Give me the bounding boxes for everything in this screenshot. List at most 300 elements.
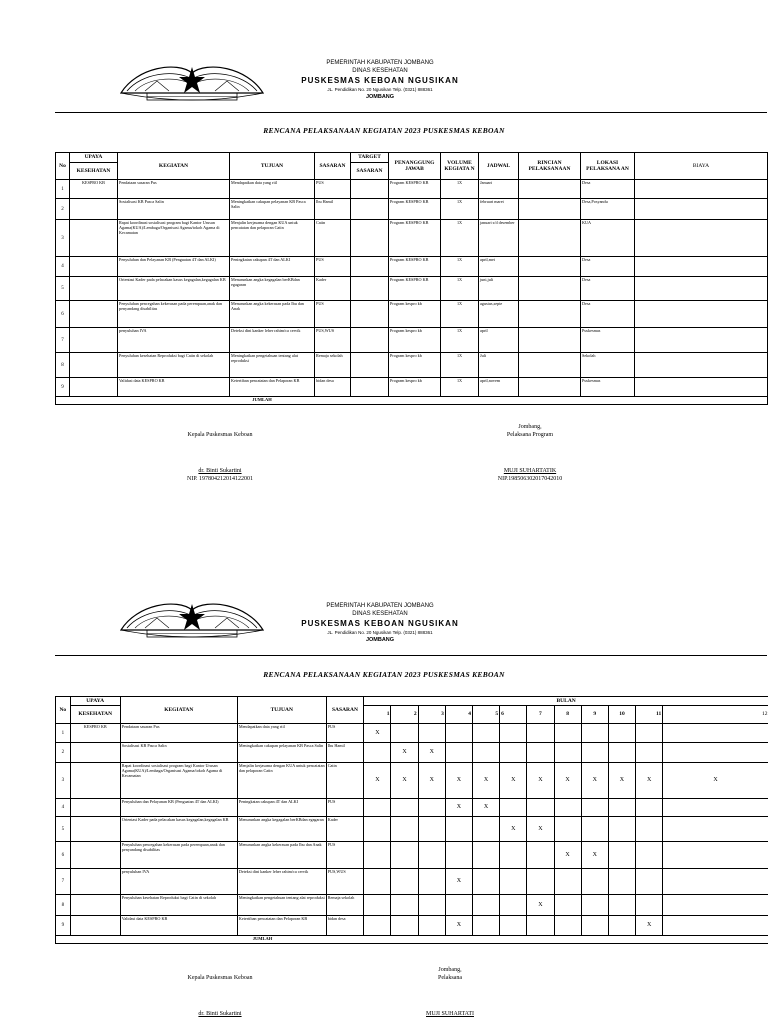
month-mark: [581, 869, 608, 895]
head-name: dr. Binti Sukartini: [198, 468, 242, 474]
month-mark: [636, 724, 663, 743]
signature-right: [380, 966, 520, 1018]
month-mark: [636, 869, 663, 895]
month-mark: [364, 743, 391, 763]
row-sasaran: Kader: [315, 277, 351, 301]
month-mark: [554, 799, 581, 817]
month-mark: [663, 869, 768, 895]
month-mark: [554, 724, 581, 743]
sign-place: Jombang,: [438, 967, 462, 973]
month-header: 1: [364, 706, 391, 724]
month-mark: X: [391, 743, 418, 763]
row-biaya: [635, 257, 768, 277]
row-sasaran: Ibu Hamil: [315, 199, 351, 220]
row-kegiatan: Penyuluhan dan Pelayanan KB (Penguatan 4T dan ALKI): [120, 799, 237, 817]
month-mark: [500, 743, 527, 763]
month-mark: [500, 916, 527, 936]
month-mark: [554, 817, 581, 842]
head-name: dr. Binti Sukartini: [198, 1011, 242, 1017]
month-mark: X: [445, 763, 472, 799]
row-no: 2: [56, 743, 71, 763]
month-mark: [473, 724, 500, 743]
month-mark: X: [608, 763, 635, 799]
row-upaya: [70, 277, 118, 301]
row-rincian: [519, 277, 581, 301]
table-row: [56, 869, 768, 895]
month-mark: [527, 916, 554, 936]
row-jadwal: januari s/d desember: [479, 220, 519, 257]
row-tujuan: Menurunkan angka kekerasan pada Ibu dan Anak: [230, 301, 315, 328]
row-biaya: [635, 328, 768, 353]
row-biaya: [635, 199, 768, 220]
month-mark: [527, 842, 554, 869]
month-mark: X: [581, 763, 608, 799]
row-kegiatan: Orientasi Kader pada pelacakan kasus kegagalan,kegagalan KB: [118, 277, 230, 301]
executor-name: MUJI SUHARTATIK: [503, 468, 557, 474]
row-rincian: [519, 199, 581, 220]
month-mark: [663, 817, 768, 842]
row-target: [351, 353, 389, 378]
row-no: 8: [56, 353, 70, 378]
row-sasaran: bidan desa: [326, 916, 364, 936]
row-kegiatan: Penyuluhan kesehatan Reproduksi bagi Catin di sekolah: [120, 895, 237, 916]
col-upaya: UPAYA: [70, 697, 120, 706]
row-tujuan: Peningkatan cakupan 4T dan ALKI: [237, 799, 326, 817]
row-jadwal: februari maret: [479, 199, 519, 220]
month-header: 2: [391, 706, 418, 724]
letterhead-address: JL. Pendidikan No. 20 Ngusikan Telp. (0321) 888361: [327, 87, 433, 92]
row-target: [351, 180, 389, 199]
month-mark: X: [527, 763, 554, 799]
row-no: 3: [56, 763, 71, 799]
month-mark: [554, 895, 581, 916]
month-mark: [636, 743, 663, 763]
month-mark: X: [500, 763, 527, 799]
row-sasaran: Kader: [326, 817, 364, 842]
row-no: 9: [56, 378, 70, 397]
row-penanggung-jawab: Program KESPRO KB: [389, 180, 441, 199]
col-upaya: UPAYA: [70, 153, 118, 163]
row-tujuan: Deteksi dini kanker leher rahim/ca cervik: [230, 328, 315, 353]
executor-name: MUJI SUHARTATI: [426, 1011, 474, 1017]
row-target: [351, 301, 389, 328]
letterhead-address: JL. Pendidikan No. 20 Ngusikan Telp. (0321) 888361: [327, 630, 433, 635]
row-biaya: [635, 180, 768, 199]
month-mark: [473, 817, 500, 842]
executor-title: Pelaksana Program: [506, 432, 554, 438]
letterhead-institution: PUSKESMAS KEBOAN NGUSIKAN: [301, 76, 459, 85]
row-volume: 1X: [441, 378, 479, 397]
row-biaya: [635, 378, 768, 397]
month-mark: X: [364, 724, 391, 743]
row-volume: 1X: [441, 257, 479, 277]
month-mark: [391, 916, 418, 936]
row-rincian: [519, 220, 581, 257]
row-tujuan: Menurunkan angka kegagalan berKBdan egagaran: [230, 277, 315, 301]
row-biaya: [635, 301, 768, 328]
row-upaya: [70, 763, 120, 799]
table-row: [56, 328, 768, 353]
row-biaya: [635, 277, 768, 301]
row-biaya: [635, 353, 768, 378]
row-no: 6: [56, 301, 70, 328]
month-mark: X: [636, 916, 663, 936]
head-title: Kepala Puskesmas Keboan: [187, 975, 253, 981]
row-kegiatan: Sosialisasi KB Pasca Salin: [120, 743, 237, 763]
schedule-table: [55, 696, 768, 944]
row-sasaran: Remaja sekolah: [326, 895, 364, 916]
row-tujuan: Ketertiban pencatatan dan Pelaporan KB: [237, 916, 326, 936]
row-tujuan: Menjalin kerjasama dengan KUA untuk pencatatan dan pelaporan Catin: [237, 763, 326, 799]
month-mark: [608, 724, 635, 743]
letterhead-rule: [55, 112, 767, 113]
month-mark: [581, 724, 608, 743]
month-mark: [608, 817, 635, 842]
month-mark: X: [445, 799, 472, 817]
letterhead-department: DINAS KESEHATAN: [352, 68, 408, 74]
month-mark: [527, 869, 554, 895]
col-target-sub: SASARAN: [351, 163, 389, 180]
table-row: [56, 199, 768, 220]
row-tujuan: Mendapatkan data yang riil: [230, 180, 315, 199]
month-header: 3: [418, 706, 445, 724]
table-row: [56, 763, 768, 799]
row-upaya: [70, 799, 120, 817]
month-mark: [500, 869, 527, 895]
row-jadwal: Januari: [479, 180, 519, 199]
col-tujuan: TUJUAN: [237, 697, 326, 724]
month-mark: [663, 743, 768, 763]
month-mark: [581, 916, 608, 936]
table-row: [56, 220, 768, 257]
letterhead: [230, 59, 530, 101]
row-sasaran: Catin: [326, 763, 364, 799]
month-mark: [445, 895, 472, 916]
month-mark: [554, 743, 581, 763]
month-mark: X: [554, 763, 581, 799]
row-penanggung-jawab: Program KESPRO KB: [389, 257, 441, 277]
row-upaya: [70, 743, 120, 763]
month-header: 9: [581, 706, 608, 724]
row-volume: 1X: [441, 301, 479, 328]
row-kegiatan: Validasi data KESPRO KB: [118, 378, 230, 397]
month-mark: [473, 743, 500, 763]
row-kegiatan: Pendataan sasaran Pus: [120, 724, 237, 743]
col-target: TARGET: [351, 153, 389, 163]
row-penanggung-jawab: Program KESPRO KB: [389, 199, 441, 220]
row-no: 5: [56, 817, 71, 842]
row-no: 6: [56, 842, 71, 869]
month-header: 6: [500, 706, 527, 724]
row-tujuan: Menurunkan angka kekerasan pada Ibu dan Anak: [237, 842, 326, 869]
row-no: 5: [56, 277, 70, 301]
col-rincian: RINCIAN PELAKSANAAN: [519, 153, 581, 180]
month-mark: [636, 842, 663, 869]
row-sasaran: PUS: [315, 180, 351, 199]
row-lokasi: Desa: [581, 257, 635, 277]
month-mark: [636, 895, 663, 916]
letterhead-institution: PUSKESMAS KEBOAN NGUSIKAN: [301, 619, 459, 628]
row-target: [351, 378, 389, 397]
month-mark: [608, 916, 635, 936]
row-kegiatan: Rapat koordinasi sosialisasi program bagi Kantor Urusan Agama(KUA)/Lembaga/Organisasi Agama/tokoh Agama di Kecamatan: [118, 220, 230, 257]
table-row: [56, 799, 768, 817]
month-mark: [554, 869, 581, 895]
month-mark: X: [364, 763, 391, 799]
row-biaya: [635, 220, 768, 257]
row-penanggung-jawab: Program kespro kb: [389, 378, 441, 397]
month-mark: [391, 724, 418, 743]
month-mark: [527, 724, 554, 743]
month-mark: [391, 869, 418, 895]
row-volume: 1X: [441, 277, 479, 301]
col-kegiatan: KEGIATAN: [118, 153, 230, 180]
row-lokasi: Puskesmas: [581, 378, 635, 397]
month-mark: [554, 916, 581, 936]
row-volume: 1X: [441, 199, 479, 220]
row-no: 4: [56, 799, 71, 817]
month-mark: [364, 799, 391, 817]
month-header: 8: [554, 706, 581, 724]
row-no: 2: [56, 199, 70, 220]
jumlah-row: [56, 936, 768, 944]
row-no: 3: [56, 220, 70, 257]
head-nip: NIP. 197804212014122001: [186, 476, 253, 482]
col-tujuan: TUJUAN: [230, 153, 315, 180]
month-mark: [608, 799, 635, 817]
month-mark: [581, 799, 608, 817]
row-upaya: KESPRO KB: [70, 180, 118, 199]
month-mark: [391, 817, 418, 842]
row-upaya: [70, 353, 118, 378]
row-tujuan: Meningkatkan pengetahuan tentang alat reproduksi: [237, 895, 326, 916]
row-upaya: [70, 378, 118, 397]
month-mark: [418, 916, 445, 936]
row-jadwal: agustus,septe: [479, 301, 519, 328]
month-mark: [445, 842, 472, 869]
row-volume: 1X: [441, 180, 479, 199]
month-mark: [581, 895, 608, 916]
month-mark: X: [445, 869, 472, 895]
row-upaya: [70, 895, 120, 916]
month-mark: [581, 817, 608, 842]
row-kegiatan: Orientasi Kader pada pelacakan kasus kegagalan,kegagalan KB: [120, 817, 237, 842]
month-mark: X: [500, 817, 527, 842]
row-sasaran: Remaja sekolah: [315, 353, 351, 378]
jumlah-label: JUMLAH: [56, 936, 768, 944]
row-tujuan: Deteksi dini kanker leher rahim/ca cervik: [237, 869, 326, 895]
table-row: [56, 301, 768, 328]
row-no: 4: [56, 257, 70, 277]
row-sasaran: PUS: [326, 724, 364, 743]
row-no: 9: [56, 916, 71, 936]
month-header: 11: [636, 706, 663, 724]
head-title: Kepala Puskesmas Keboan: [187, 432, 253, 438]
row-sasaran: PUS,WUS: [315, 328, 351, 353]
month-header: 10: [608, 706, 635, 724]
row-jadwal: april,mei: [479, 257, 519, 277]
month-mark: [473, 895, 500, 916]
month-mark: [663, 799, 768, 817]
table-row: [56, 724, 768, 743]
month-header: 4: [445, 706, 472, 724]
executor-title: Pelaksana: [438, 975, 462, 981]
month-mark: [608, 842, 635, 869]
row-lokasi: Desa: [581, 301, 635, 328]
row-kegiatan: Validasi data KESPRO KB: [120, 916, 237, 936]
col-no: No: [56, 153, 70, 180]
month-header: 5: [473, 706, 500, 724]
table-row: [56, 378, 768, 397]
letterhead-department: DINAS KESEHATAN: [352, 611, 408, 617]
row-target: [351, 199, 389, 220]
jumlah-label: JUMLAH: [56, 397, 768, 405]
row-kegiatan: penyuluhan IVA: [120, 869, 237, 895]
month-mark: [445, 724, 472, 743]
row-rincian: [519, 328, 581, 353]
row-no: 7: [56, 869, 71, 895]
row-penanggung-jawab: Program KESPRO KB: [389, 277, 441, 301]
document-title: RENCANA PELAKSANAAN KEGIATAN 2023 PUSKESMAS KEBOAN: [263, 126, 505, 135]
month-mark: X: [473, 799, 500, 817]
row-sasaran: PUS: [326, 799, 364, 817]
col-volume: VOLUME KEGIATA N: [441, 153, 479, 180]
document-title: RENCANA PELAKSANAAN KEGIATAN 2023 PUSKESMAS KEBOAN: [263, 670, 505, 679]
month-mark: [418, 842, 445, 869]
row-jadwal: april: [479, 328, 519, 353]
row-sasaran: PUS,WUS: [326, 869, 364, 895]
month-mark: [581, 743, 608, 763]
row-kegiatan: Sosialisasi KB Pasca Salin: [118, 199, 230, 220]
month-mark: [391, 799, 418, 817]
signature-left: [150, 974, 290, 1018]
row-volume: 1X: [441, 353, 479, 378]
month-mark: [473, 842, 500, 869]
row-jadwal: juni,juli: [479, 277, 519, 301]
month-mark: [500, 895, 527, 916]
month-mark: [500, 842, 527, 869]
table-row: [56, 743, 768, 763]
month-mark: X: [636, 763, 663, 799]
table-row: [56, 277, 768, 301]
month-mark: [364, 916, 391, 936]
letterhead-rule: [55, 655, 767, 656]
month-mark: [663, 916, 768, 936]
col-jadwal: JADWAL: [479, 153, 519, 180]
row-lokasi: Desa,Posyandu: [581, 199, 635, 220]
row-no: 1: [56, 180, 70, 199]
month-mark: X: [554, 842, 581, 869]
row-target: [351, 277, 389, 301]
letterhead-city: JOMBANG: [365, 637, 395, 643]
col-penanggung-jawab: PENANGGUNG JAWAB: [389, 153, 441, 180]
row-kegiatan: Rapat koordinasi sosialisasi program bagi Kantor Urusan Agama(KUA)/Lembaga/Organisasi Agama/tokoh Agama di Kecamatan: [120, 763, 237, 799]
row-rincian: [519, 180, 581, 199]
row-sasaran: bidan desa: [315, 378, 351, 397]
month-header: 12: [762, 711, 768, 718]
row-lokasi: Sekolah: [581, 353, 635, 378]
col-upaya-sub: KESEHATAN: [70, 163, 118, 180]
table-row: [56, 817, 768, 842]
table-row: [56, 916, 768, 936]
sign-place: Jombang,: [518, 424, 542, 430]
letterhead: [230, 602, 530, 644]
month-mark: [663, 724, 768, 743]
row-upaya: [70, 328, 118, 353]
month-mark: [418, 817, 445, 842]
month-mark: [527, 799, 554, 817]
row-rincian: [519, 257, 581, 277]
row-sasaran: PUS: [326, 842, 364, 869]
row-upaya: [70, 199, 118, 220]
month-mark: [418, 869, 445, 895]
month-mark: [636, 817, 663, 842]
month-mark: [608, 743, 635, 763]
row-sasaran: Ibu Hamil: [326, 743, 364, 763]
col-sasaran: SASARAN: [315, 153, 351, 180]
month-header: 7: [527, 706, 554, 724]
col-kegiatan: KEGIATAN: [120, 697, 237, 724]
month-mark: [418, 724, 445, 743]
table-row: [56, 257, 768, 277]
col-lokasi: LOKASI PELAKSANA AN: [581, 153, 635, 180]
row-upaya: [70, 842, 120, 869]
row-rincian: [519, 353, 581, 378]
row-tujuan: Meningkatkan cakupan pelayanan KB Pasca Salin: [237, 743, 326, 763]
row-upaya: KESPRO KB: [70, 724, 120, 743]
row-lokasi: KUA: [581, 220, 635, 257]
col-biaya: BIAYA: [635, 153, 768, 180]
signature-left: [150, 431, 290, 483]
table2-body: [56, 724, 768, 944]
month-mark: [527, 743, 554, 763]
row-kegiatan: Penyuluhan pencegahan kekerasan pada perempuan,anak dan penyandang disabilitas: [118, 301, 230, 328]
row-sasaran: PUS: [315, 257, 351, 277]
row-penanggung-jawab: Program kespro kb: [389, 353, 441, 378]
table-row: [56, 842, 768, 869]
table1-body: [56, 180, 768, 405]
row-target: [351, 257, 389, 277]
month-mark: [445, 743, 472, 763]
row-lokasi: Puskesmas: [581, 328, 635, 353]
month-mark: X: [663, 763, 768, 799]
month-mark: X: [418, 743, 445, 763]
row-lokasi: Desa: [581, 180, 635, 199]
month-mark: [364, 895, 391, 916]
row-target: [351, 328, 389, 353]
month-mark: [445, 817, 472, 842]
row-kegiatan: Penyuluhan dan Pelayanan KB (Penguatan 4T dan ALKI): [118, 257, 230, 277]
month-mark: [418, 799, 445, 817]
row-sasaran: PUS: [315, 301, 351, 328]
month-mark: [364, 842, 391, 869]
row-tujuan: Meningkatkan pengetahuan tentang alat reproduksi: [230, 353, 315, 378]
month-mark: [473, 869, 500, 895]
month-mark: [364, 869, 391, 895]
row-tujuan: Ketertiban pencatatan dan Pelaporan KB: [230, 378, 315, 397]
letterhead-government: PEMERINTAH KABUPATEN JOMBANG: [326, 603, 434, 609]
row-rincian: [519, 301, 581, 328]
jumlah-row: [56, 397, 768, 405]
col-sasaran: SASARAN: [326, 697, 364, 724]
month-mark: [473, 916, 500, 936]
row-upaya: [70, 257, 118, 277]
row-upaya: [70, 220, 118, 257]
letterhead-city: JOMBANG: [365, 94, 395, 100]
month-mark: X: [391, 763, 418, 799]
row-kegiatan: Penyuluhan kesehatan Reproduksi bagi Catin di sekolah: [118, 353, 230, 378]
row-tujuan: Meningkatkan cakupan pelayanan KB Pasca Salin: [230, 199, 315, 220]
